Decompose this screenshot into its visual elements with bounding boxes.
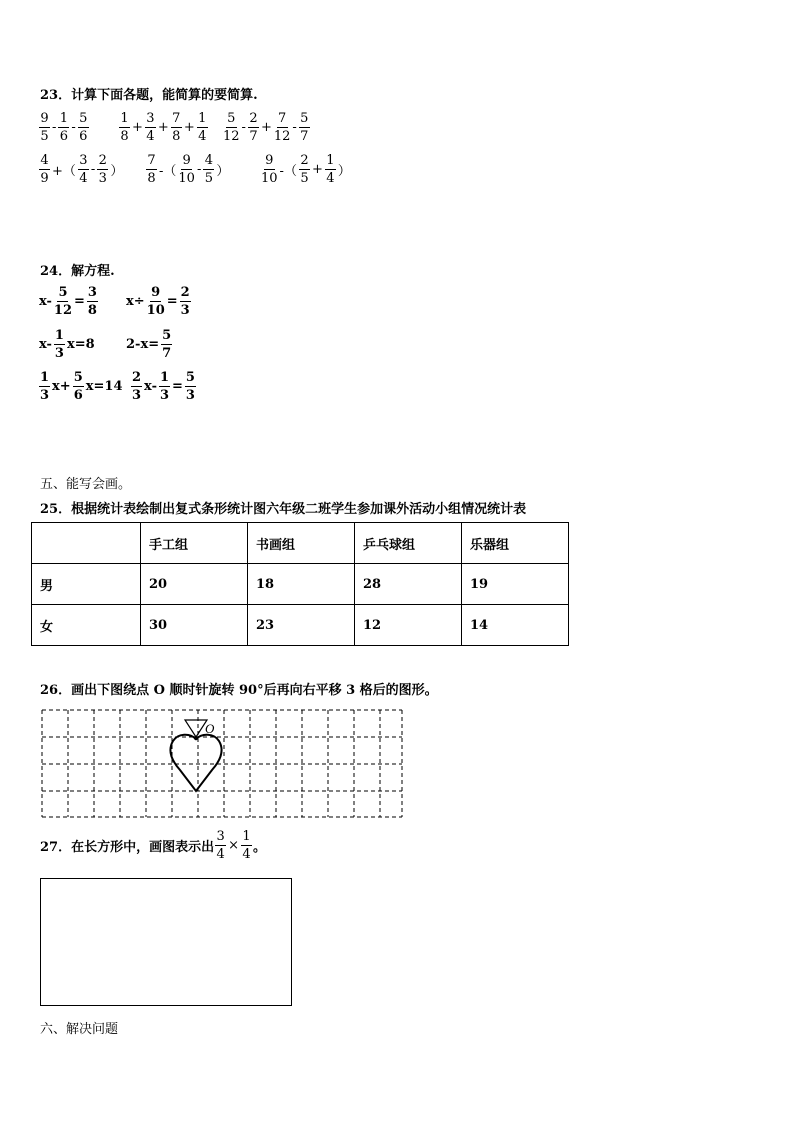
table-header-cell: 手工组 (141, 523, 248, 564)
table-cell: 20 (141, 564, 248, 605)
point-o-dot (194, 736, 198, 740)
table-header-cell (32, 523, 141, 564)
q23-expr-2: $\frac{1}{8}$ + $\frac{3}{4}$ + $\frac{7}{8}$ + $\frac{1}{4}$ (120, 111, 207, 144)
table-header-row (32, 523, 569, 564)
dashed-grid (40, 707, 404, 819)
table-row (32, 605, 569, 646)
q23-expr-1: $\frac{9}{5}$ - $\frac{1}{6}$ - $\frac{5}{6}$ (40, 111, 88, 144)
q23-expr-3: $\frac{5}{12}$ - $\frac{2}{7}$ + $\frac{7}{12}$ - $\frac{5}{7}$ (223, 111, 309, 144)
q24-eq-6: $\frac{2}{3}$ x- $\frac{1}{3}$ = $\frac{5}{3}$ (132, 370, 195, 403)
q24-title: 24．解方程. (40, 264, 115, 279)
q27-title: 27．在长方形中，画图表示出 $\frac{3}{4}$ × $\frac{1}{4}$ 。 (40, 829, 267, 862)
table-cell: 30 (141, 605, 248, 646)
table-header-cell: 乒乓球组 (355, 523, 462, 564)
table-cell: 男 (32, 564, 141, 605)
table-cell: 23 (248, 605, 355, 646)
q26-title: 26．画出下图绕点 O 顺时针旋转 90°后再向右平移 3 格后的图形。 (40, 683, 438, 698)
table-header-cell: 乐器组 (462, 523, 569, 564)
section-five-heading: 五、能写会画。 (40, 477, 132, 492)
answer-rectangle[interactable] (40, 878, 292, 1006)
q24-eq-3: x- $\frac{1}{3}$ x=8 (39, 328, 95, 361)
q23-expr-6: $\frac{9}{10}$ -（ $\frac{2}{5}$ + $\frac{1}{4}$ ） (261, 153, 351, 186)
table-cell: 18 (248, 564, 355, 605)
q24-eq-5: $\frac{1}{3}$ x+ $\frac{5}{6}$ x=14 (40, 370, 123, 403)
table-cell: 28 (355, 564, 462, 605)
table-cell: 女 (32, 605, 141, 646)
q23-title: 23．计算下面各题，能简算的要简算. (40, 88, 258, 103)
stat-table (31, 522, 569, 646)
q23-expr-5: $\frac{7}{8}$ -（ $\frac{9}{10}$ - $\frac{4}{5}$ ） (147, 153, 230, 186)
point-o-label: O (205, 721, 215, 736)
heart-shape (170, 735, 221, 791)
table-cell: 12 (355, 605, 462, 646)
table-cell: 14 (462, 605, 569, 646)
section-six-heading: 六、解决问题 (40, 1022, 119, 1037)
table-cell: 19 (462, 564, 569, 605)
q23-expr-4: $\frac{4}{9}$ +（ $\frac{3}{4}$ - $\frac{2}{3}$ ） (40, 153, 124, 186)
q24-eq-1: x- $\frac{5}{12}$ = $\frac{3}{8}$ (39, 285, 97, 318)
table-row (32, 564, 569, 605)
q25-title: 25．根据统计表绘制出复式条形统计图六年级二班学生参加课外活动小组情况统计表 (40, 502, 527, 517)
q24-eq-4: 2-x= $\frac{5}{7}$ (126, 328, 172, 361)
q24-eq-2: x÷ $\frac{9}{10}$ = $\frac{2}{3}$ (126, 285, 190, 318)
table-header-cell: 书画组 (248, 523, 355, 564)
